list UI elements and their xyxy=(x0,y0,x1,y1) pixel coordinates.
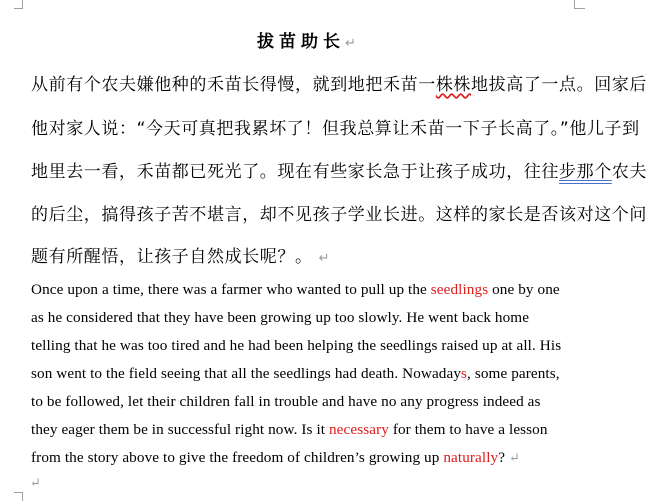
grammar-flag[interactable]: 步那个 xyxy=(559,162,612,182)
paragraph-mark-icon: ↵ xyxy=(508,450,520,465)
margin-corner-top-right xyxy=(574,0,585,9)
english-line-2[interactable]: as he considered that they have been growing up too slowly. He went back home xyxy=(31,309,530,326)
english-line-4[interactable]: son went to the field seeing that all the seedlings had death. Nowadays, some parents, xyxy=(31,365,560,382)
chinese-line-5[interactable]: 题有所醒悟，让孩子自然成长呢？。 ↵ xyxy=(31,247,330,267)
english-line-1[interactable]: Once upon a time, there was a farmer who wanted to pull up the seedlings one by one xyxy=(31,281,560,298)
highlighted-letter: s xyxy=(461,365,468,382)
title-text: 拔苗助长 xyxy=(257,32,346,52)
chinese-line-1[interactable]: 从前有个农夫嫌他种的禾苗长得慢，就到地把禾苗一株株地拔高了一点。回家后 xyxy=(31,75,647,95)
english-line-3[interactable]: telling that he was too tired and he had been helping the seedlings raised up at all. His xyxy=(31,337,562,354)
document-title[interactable] xyxy=(0,27,613,52)
chinese-line-4[interactable]: 的后尘，搞得孩子苦不堪言，却不见孩子学业长进。这样的家长是否该对这个问 xyxy=(31,205,647,225)
english-line-5[interactable]: to be followed, let their children fall in trouble and have no any progress indeed as xyxy=(31,393,541,410)
highlighted-word: naturally xyxy=(443,449,499,466)
margin-corner-top-left xyxy=(14,0,23,9)
margin-corner-bottom-left xyxy=(14,492,23,501)
highlighted-word: seedlings xyxy=(430,281,489,298)
spelling-flag[interactable]: 株株 xyxy=(435,75,472,95)
highlighted-word: necessary xyxy=(328,421,389,438)
chinese-line-3[interactable]: 地里去一看，禾苗都已死光了。现在有些家长急于让孩子成功，往往步那个农夫 xyxy=(31,162,647,182)
english-line-7[interactable]: from the story above to give the freedom of children’s growing up naturally? ↵ xyxy=(31,449,520,466)
english-line-6[interactable]: they eager them be in successful right now. Is it necessary for them to have a lesson xyxy=(31,421,548,438)
paragraph-mark-icon: ↵ xyxy=(345,36,356,51)
chinese-line-2[interactable]: 他对家人说：“今天可真把我累坏了！但我总算让禾苗一下子长高了。”他儿子到 xyxy=(31,119,640,139)
paragraph-mark-icon: ↵ xyxy=(30,476,41,491)
paragraph-mark-icon: ↵ xyxy=(318,251,330,266)
